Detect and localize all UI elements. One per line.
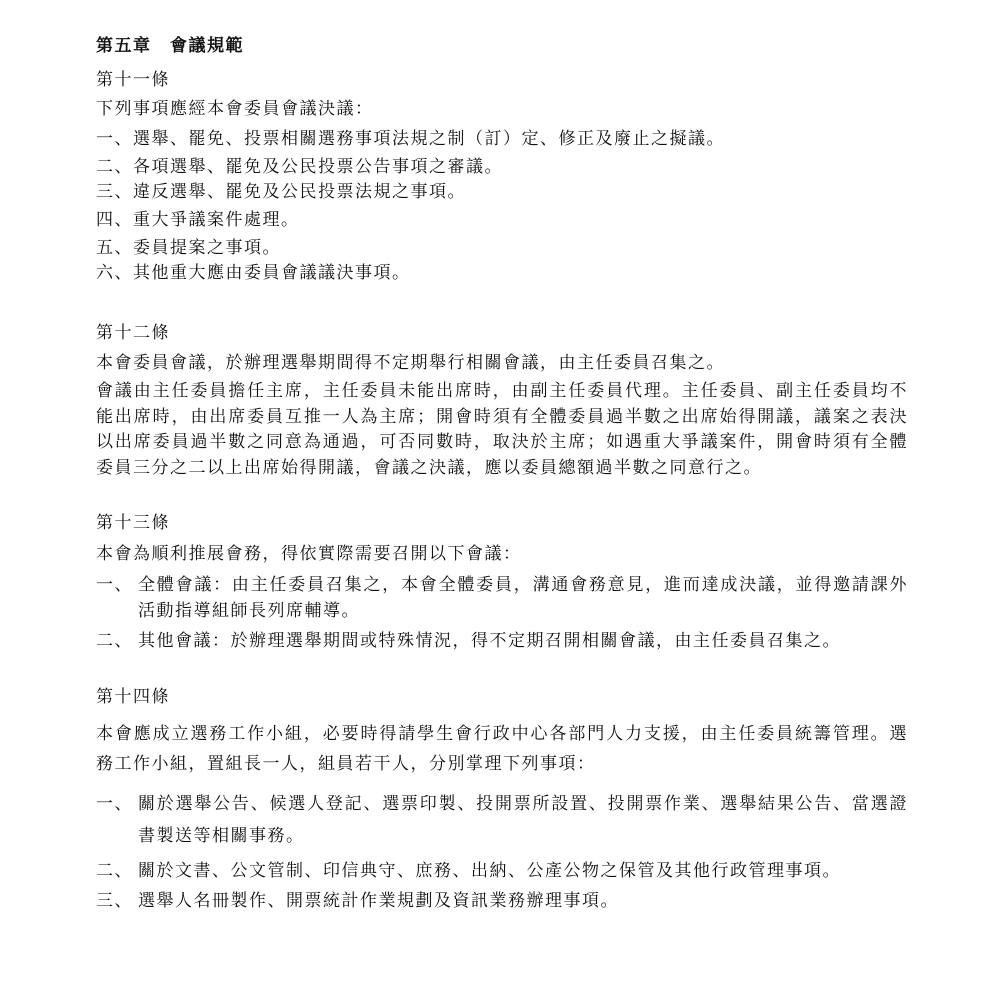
article-13-heading: 第十三條 [96, 513, 170, 533]
article-11-item-4: 四、重大爭議案件處理。 [96, 210, 300, 230]
article-12-heading: 第十二條 [96, 323, 170, 343]
article-11-item-3: 三、違反選舉、罷免及公民投票法規之事項。 [96, 182, 466, 202]
article-14-item-2-text: 關於文書、公文管制、印信典守、庶務、出納、公產公物之保管及其他行政管理事項。 [138, 861, 841, 881]
chapter-title: 第五章 會議規範 [96, 36, 244, 56]
article-14-intro: 本會應成立選務工作小組，必要時得請學生會行政中心各部門人力支援，由主任委員統籌管理。選務工作小組，置組長一人，組員若干人，分別掌理下列事項： [96, 724, 908, 774]
article-13-intro: 本會為順利推展會務，得依實際需要召開以下會議： [96, 544, 522, 564]
article-11-item-1: 一、選舉、罷免、投票相關選務事項法規之制（訂）定、修正及廢止之擬議。 [96, 129, 725, 149]
article-14-item-1-text: 關於選舉公告、候選人登記、選票印製、投開票所設置、投開票作業、選舉結果公告、當選證書製送等相關事務。 [138, 794, 908, 846]
article-14-item-1-number: 一、 [96, 794, 133, 814]
article-14-item-3-number: 三、 [96, 891, 133, 911]
article-14-item-2 [96, 856, 908, 886]
article-14-item-3 [96, 886, 908, 916]
article-11-item-6: 六、其他重大應由委員會議議決事項。 [96, 263, 411, 283]
article-13-item-2-text: 其他會議：於辦理選舉期間或特殊情況，得不定期召開相關會議，由主任委員召集之。 [138, 631, 841, 651]
article-11-item-5: 五、委員提案之事項。 [96, 238, 281, 258]
article-14-heading: 第十四條 [96, 687, 170, 707]
article-11-item-2: 二、各項選舉、罷免及公民投票公告事項之審議。 [96, 157, 503, 177]
article-13-item-2 [96, 629, 908, 654]
article-13-item-1 [96, 572, 908, 624]
article-13-item-2-number: 二、 [96, 631, 133, 651]
article-13-item-1-text: 全體會議：由主任委員召集之，本會全體委員，溝通會務意見，進而達成決議，並得邀請課外活動指導組師長列席輔導。 [138, 575, 908, 621]
article-14-item-3-text: 選舉人名冊製作、開票統計作業規劃及資訊業務辦理事項。 [138, 891, 619, 911]
article-12-paragraph-2: 會議由主任委員擔任主席，主任委員未能出席時，由副主任委員代理。主任委員、副主任委員均不能出席時，由出席委員互推一人為主席；開會時須有全體委員過半數之出席始得開議，議案之表決以出席委員過半數之同意為通過，可否同數時，取決於主席；如遇重大爭議案件，開會時須有全體委員三分之二以上出席始得開議，會議之決議，應以委員總額過半數之同意行之。 [96, 381, 908, 478]
document-page [96, 34, 908, 916]
article-13-item-1-number: 一、 [96, 575, 133, 595]
article-14-item-2-number: 二、 [96, 861, 133, 881]
article-14-item-1 [96, 788, 908, 852]
article-12-paragraph-1: 本會委員會議，於辦理選舉期間得不定期舉行相關會議，由主任委員召集之。 [96, 353, 725, 373]
article-11-intro: 下列事項應經本會委員會議決議： [96, 99, 374, 119]
article-11-heading: 第十一條 [96, 70, 170, 90]
